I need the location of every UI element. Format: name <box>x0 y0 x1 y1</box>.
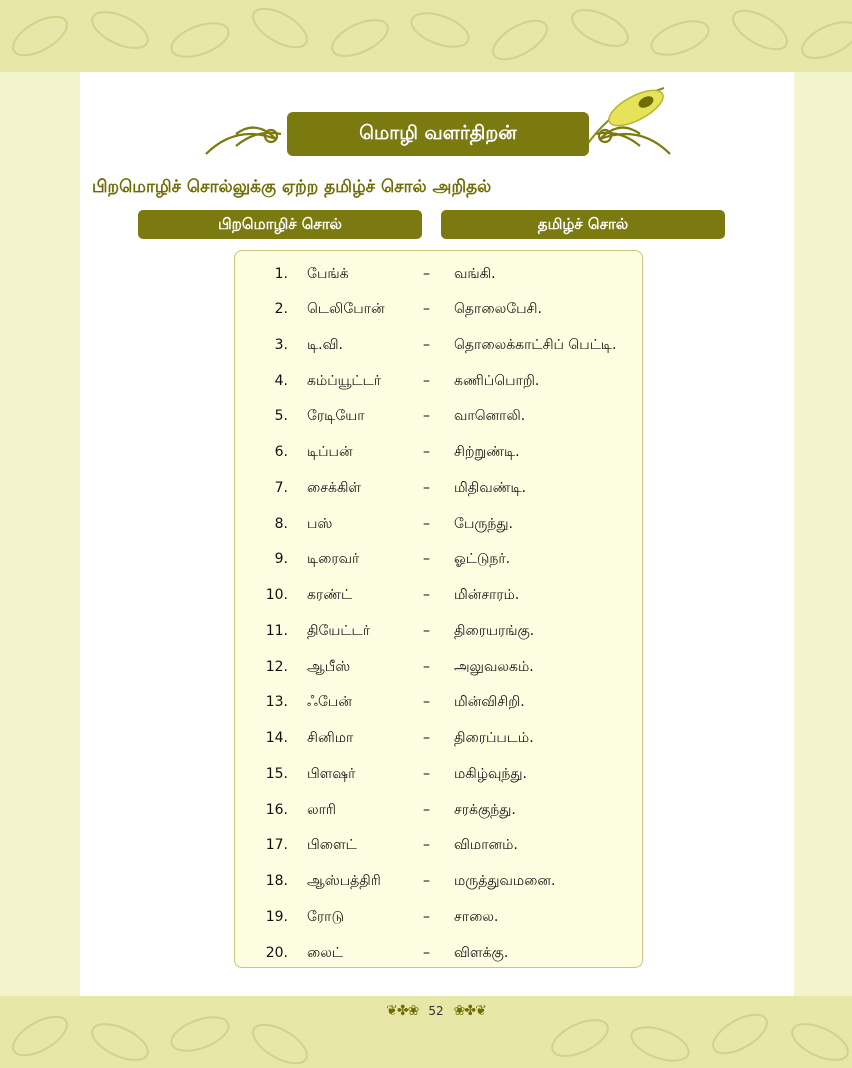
list-item <box>235 760 642 788</box>
list-item <box>235 617 642 645</box>
list-item <box>235 510 642 538</box>
list-item <box>235 688 642 716</box>
tamil-word: திரையரங்கு. <box>454 623 535 639</box>
item-number: 18. <box>265 873 288 889</box>
tamil-word: சரக்குந்து. <box>454 802 516 818</box>
page-number: 52 <box>428 1004 444 1018</box>
foreign-word: டிரைவர் <box>307 551 360 567</box>
tamil-word: சிற்றுண்டி. <box>454 444 520 460</box>
separator-dash: – <box>423 623 430 639</box>
section-title: மொழி வளர்திறன் <box>287 112 589 156</box>
item-number: 11. <box>265 623 288 639</box>
leaf-pattern-top <box>0 0 852 72</box>
item-number: 15. <box>265 766 288 782</box>
item-number: 4. <box>274 373 288 389</box>
separator-dash: – <box>423 802 430 818</box>
foreign-word: சைக்கிள் <box>307 480 362 496</box>
foreign-word: பிளஷர் <box>307 766 356 782</box>
list-item <box>235 474 642 502</box>
tamil-word: மகிழ்வுந்து. <box>454 766 527 782</box>
item-number: 3. <box>274 337 288 353</box>
list-item <box>235 545 642 573</box>
foreign-word: கம்ப்யூட்டர் <box>307 373 382 389</box>
separator-dash: – <box>423 337 430 353</box>
list-item <box>235 831 642 859</box>
tamil-word: மின்சாரம். <box>454 587 520 603</box>
tamil-word: மிதிவண்டி. <box>454 480 527 496</box>
separator-dash: – <box>423 909 430 925</box>
footer-ornament-right-icon: ❀✤❦ <box>453 1003 486 1019</box>
tamil-word: விளக்கு. <box>454 945 509 961</box>
item-number: 13. <box>265 694 288 710</box>
separator-dash: – <box>423 766 430 782</box>
item-number: 6. <box>274 444 288 460</box>
page-footer <box>366 1000 506 1022</box>
foreign-word: ஆபீஸ் <box>307 659 351 675</box>
foreign-word: தியேட்டர் <box>307 623 371 639</box>
separator-dash: – <box>423 873 430 889</box>
tamil-word: மருத்துவமனை. <box>454 873 556 889</box>
foreign-word: சினிமா <box>307 730 354 746</box>
item-number: 17. <box>265 837 288 853</box>
separator-dash: – <box>423 480 430 496</box>
item-number: 10. <box>265 587 288 603</box>
separator-dash: – <box>423 444 430 460</box>
tamil-word: சாலை. <box>454 909 499 925</box>
separator-dash: – <box>423 730 430 746</box>
left-margin <box>0 72 80 996</box>
item-number: 20. <box>265 945 288 961</box>
tamil-word: தொலைக்காட்சிப் பெட்டி. <box>454 337 617 353</box>
item-number: 5. <box>274 408 288 424</box>
list-item <box>235 653 642 681</box>
tamil-word: பேருந்து. <box>454 516 513 532</box>
item-number: 14. <box>265 730 288 746</box>
item-number: 2. <box>274 301 288 317</box>
word-list-box <box>234 250 643 968</box>
list-item <box>235 796 642 824</box>
tamil-word: விமானம். <box>454 837 518 853</box>
foreign-word: லைட் <box>307 945 344 961</box>
list-item <box>235 724 642 752</box>
tamil-word: வானொலி. <box>454 408 526 424</box>
list-item <box>235 402 642 430</box>
foreign-word: ரேடியோ <box>307 408 365 424</box>
separator-dash: – <box>423 945 430 961</box>
separator-dash: – <box>423 587 430 603</box>
separator-dash: – <box>423 837 430 853</box>
foreign-word: டிப்பன் <box>307 444 353 460</box>
top-decorative-band <box>0 0 852 72</box>
separator-dash: – <box>423 694 430 710</box>
foreign-word: பஸ் <box>307 516 333 532</box>
separator-dash: – <box>423 408 430 424</box>
list-item <box>235 581 642 609</box>
foreign-word: ரோடு <box>307 909 344 925</box>
separator-dash: – <box>423 659 430 675</box>
section-subheading: பிறமொழிச் சொல்லுக்கு ஏற்ற தமிழ்ச் சொல் அறிதல் <box>92 177 492 197</box>
list-item <box>235 260 642 288</box>
foreign-word: டி.வி. <box>307 337 343 353</box>
footer-ornament-left-icon: ❦✤❀ <box>386 1003 419 1019</box>
item-number: 12. <box>265 659 288 675</box>
item-number: 8. <box>274 516 288 532</box>
foreign-word: கரண்ட் <box>307 587 353 603</box>
tamil-word: வங்கி. <box>454 266 496 282</box>
item-number: 9. <box>274 551 288 567</box>
separator-dash: – <box>423 373 430 389</box>
item-number: 1. <box>274 266 288 282</box>
foreign-word: லாரி <box>307 802 337 818</box>
tamil-word: கணிப்பொறி. <box>454 373 540 389</box>
list-item <box>235 295 642 323</box>
column-header-tamil-word: தமிழ்ச் சொல் <box>441 210 725 239</box>
separator-dash: – <box>423 516 430 532</box>
list-item <box>235 939 642 967</box>
right-margin <box>794 72 852 996</box>
tamil-word: மின்விசிறி. <box>454 694 525 710</box>
list-item <box>235 367 642 395</box>
item-number: 19. <box>265 909 288 925</box>
foreign-word: பேங்க் <box>307 266 349 282</box>
foreign-word: ஃபேன் <box>307 694 352 710</box>
list-item <box>235 438 642 466</box>
foreign-word: ஆஸ்பத்திரி <box>307 873 381 889</box>
foreign-word: டெலிபோன் <box>307 301 385 317</box>
separator-dash: – <box>423 266 430 282</box>
list-item <box>235 903 642 931</box>
item-number: 16. <box>265 802 288 818</box>
foreign-word: பிளைட் <box>307 837 357 853</box>
separator-dash: – <box>423 551 430 567</box>
tamil-word: திரைப்படம். <box>454 730 534 746</box>
separator-dash: – <box>423 301 430 317</box>
column-header-foreign-word: பிறமொழிச் சொல் <box>138 210 422 239</box>
tamil-word: தொலைபேசி. <box>454 301 542 317</box>
list-item <box>235 867 642 895</box>
tamil-word: ஓட்டுநர். <box>454 551 511 567</box>
item-number: 7. <box>274 480 288 496</box>
list-item <box>235 331 642 359</box>
tamil-word: அலுவலகம். <box>454 659 534 675</box>
